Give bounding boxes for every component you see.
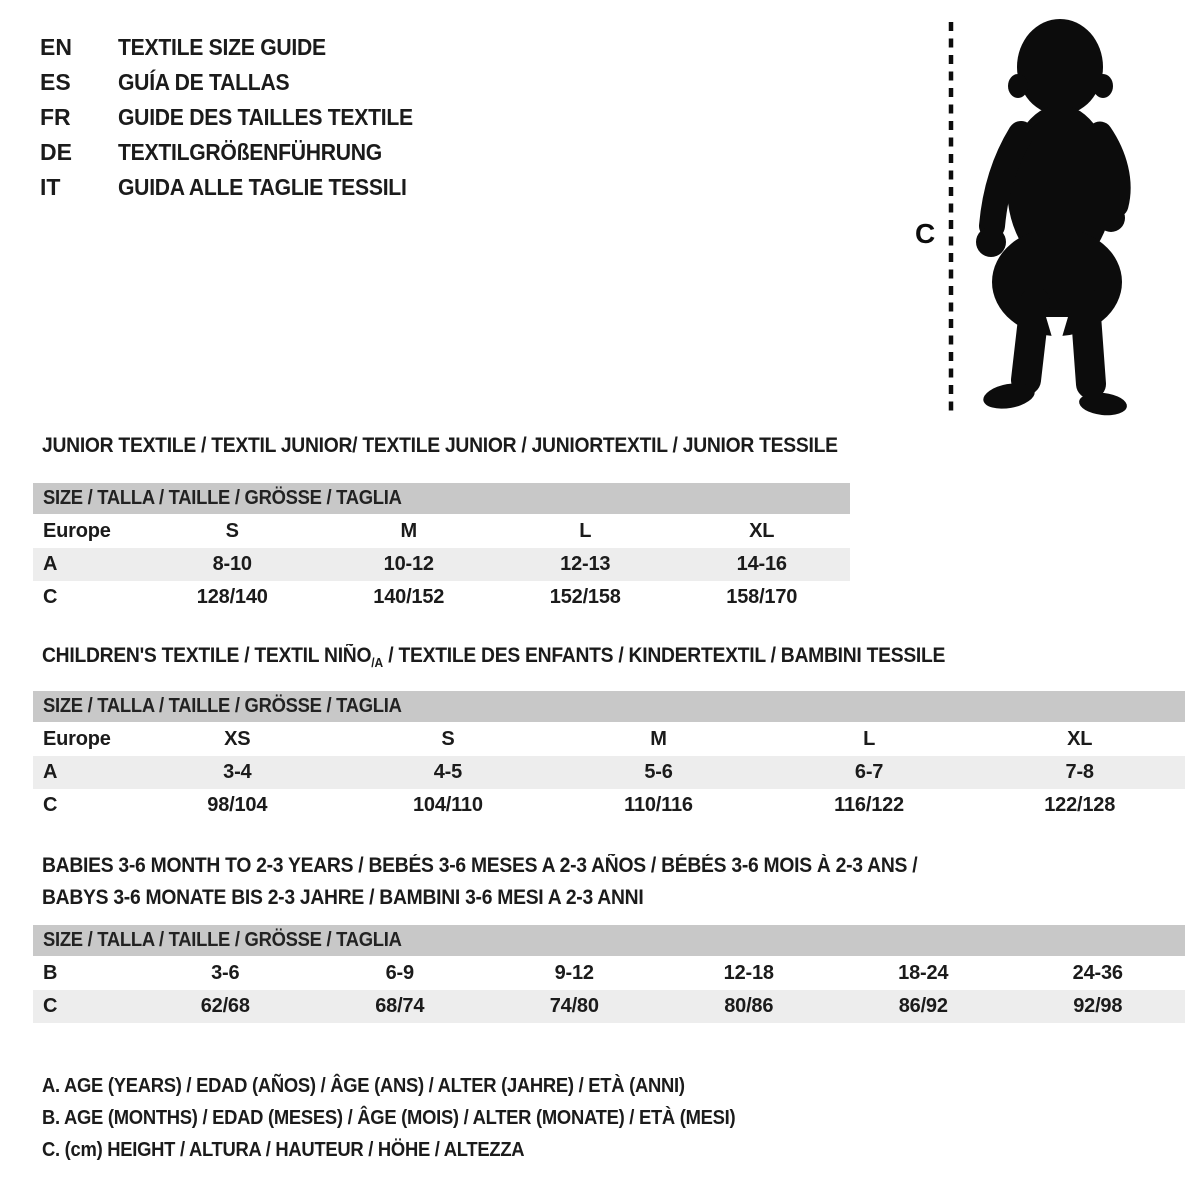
cell: 98/104 (207, 794, 268, 816)
language-code: DE (40, 139, 72, 165)
table-row (33, 990, 1185, 1023)
babies-title-line2: BABYS 3-6 MONATE BIS 2-3 JAHRE / BAMBINI 3-6 MESI A 2-3 ANNI (42, 886, 644, 909)
table-row (33, 514, 850, 548)
cell: 122/128 (1044, 794, 1116, 816)
cell: 5-6 (644, 761, 673, 783)
size-header-text: SIZE / TALLA / TAILLE / GRÖSSE / TAGLIA (43, 695, 402, 717)
row-label: B (43, 961, 58, 984)
cell: 80/86 (724, 995, 774, 1017)
baby-silhouette-icon (976, 19, 1128, 417)
cell: 14-16 (736, 553, 787, 575)
language-title: GUIDA ALLE TAGLIE TESSILI (118, 174, 407, 200)
babies-size-table (33, 925, 1185, 1023)
cell: M (400, 519, 417, 542)
cell: 86/92 (898, 995, 948, 1017)
children-table (33, 722, 1185, 822)
cell: XL (1067, 727, 1093, 750)
size-header-bar (33, 483, 850, 514)
size-header-bar (33, 691, 1185, 722)
cell: 6-7 (854, 761, 884, 783)
cell: 9-12 (554, 961, 594, 984)
cell: 3-6 (211, 961, 240, 984)
legend-line-c: C. (cm) HEIGHT / ALTURA / HAUTEUR / HÖHE / ALTEZZA (42, 1139, 525, 1161)
language-code: ES (40, 69, 71, 95)
cell: 4-5 (433, 761, 463, 783)
junior-table (33, 514, 850, 614)
babies-table (33, 956, 1185, 1023)
cell: 18-24 (898, 961, 949, 984)
table-row (33, 548, 850, 581)
size-header-text: SIZE / TALLA / TAILLE / GRÖSSE / TAGLIA (43, 487, 402, 509)
row-label: C (43, 586, 58, 608)
junior-size-table (33, 483, 850, 614)
cell: 68/74 (375, 995, 425, 1017)
cell: 7-8 (1065, 761, 1094, 783)
row-label: A (43, 761, 58, 783)
cell: 116/122 (834, 794, 904, 816)
cell: 128/140 (196, 586, 268, 608)
cell: 62/68 (200, 995, 250, 1017)
row-label: C (43, 995, 58, 1017)
legend (42, 1070, 796, 1166)
cell: 158/170 (726, 586, 798, 608)
cell: L (579, 519, 592, 542)
cell: 6-9 (385, 961, 414, 984)
children-section-title (42, 644, 1024, 675)
cell: 140/152 (373, 586, 445, 608)
row-label: A (43, 553, 58, 575)
children-title-text (42, 644, 945, 675)
cell: S (225, 519, 239, 542)
language-title: TEXTILE SIZE GUIDE (118, 34, 326, 60)
table-row (33, 956, 1185, 990)
cell: 110/116 (624, 794, 693, 816)
children-title-part1: CHILDREN'S TEXTILE / TEXTIL NIÑO (42, 644, 372, 667)
cell: 10-12 (383, 553, 434, 575)
cell: 24-36 (1072, 961, 1123, 984)
cell: 74/80 (549, 995, 599, 1017)
table-row (33, 722, 1185, 756)
babies-section-title (42, 850, 993, 914)
legend-line-b: B. AGE (MONTHS) / EDAD (MESES) / ÂGE (MOIS) / ALTER (MONATE) / ETÀ (MESI) (42, 1107, 736, 1129)
cell: XL (749, 519, 775, 542)
cell: 8-10 (212, 553, 252, 575)
language-title: GUIDE DES TAILLES TEXTILE (118, 104, 413, 130)
cell: L (863, 727, 876, 750)
children-size-table (33, 691, 1185, 822)
language-row (40, 65, 439, 100)
cell: M (650, 727, 667, 750)
row-label: Europe (43, 519, 111, 542)
cell: 92/98 (1073, 995, 1123, 1017)
language-list (40, 30, 439, 205)
language-code: EN (40, 34, 72, 60)
cell: S (441, 727, 455, 750)
cell: 12-18 (723, 961, 774, 984)
table-row (33, 789, 1185, 822)
children-title-subscript: /A (371, 655, 384, 670)
babies-title-line1: BABIES 3-6 MONTH TO 2-3 YEARS / BEBÉS 3-6 MESES A 2-3 AÑOS / BÉBÉS 3-6 MOIS À 2-3 ANS / (42, 854, 918, 877)
table-row (33, 756, 1185, 789)
row-label: Europe (43, 727, 111, 750)
cell: 152/158 (549, 586, 621, 608)
language-row (40, 170, 439, 205)
junior-title-text: JUNIOR TEXTILE / TEXTIL JUNIOR/ TEXTILE JUNIOR / JUNIORTEXTIL / JUNIOR TESSILE (42, 434, 838, 457)
figure-svg (905, 12, 1145, 422)
children-title-part2: / TEXTILE DES ENFANTS / KINDERTEXTIL / BAMBINI TESSILE (383, 644, 946, 667)
junior-section-title (42, 434, 907, 458)
language-title: TEXTILGRÖßENFÜHRUNG (118, 139, 382, 165)
language-code: FR (40, 104, 71, 130)
legend-line-a: A. AGE (YEARS) / EDAD (AÑOS) / ÂGE (ANS) / ALTER (JAHRE) / ETÀ (ANNI) (42, 1075, 685, 1097)
cell: 104/110 (412, 794, 483, 816)
figure-area (905, 12, 1145, 422)
row-label: C (43, 794, 58, 816)
language-code: IT (40, 174, 61, 200)
language-row (40, 30, 439, 65)
cell: 12-13 (560, 553, 611, 575)
size-header-text: SIZE / TALLA / TAILLE / GRÖSSE / TAGLIA (43, 929, 402, 951)
table-row (33, 581, 850, 614)
cell: XS (224, 727, 251, 750)
size-header-bar (33, 925, 1185, 956)
language-row (40, 100, 439, 135)
measure-label-c: C (915, 218, 936, 249)
language-row (40, 135, 439, 170)
cell: 3-4 (223, 761, 252, 783)
language-title: GUÍA DE TALLAS (118, 69, 290, 95)
